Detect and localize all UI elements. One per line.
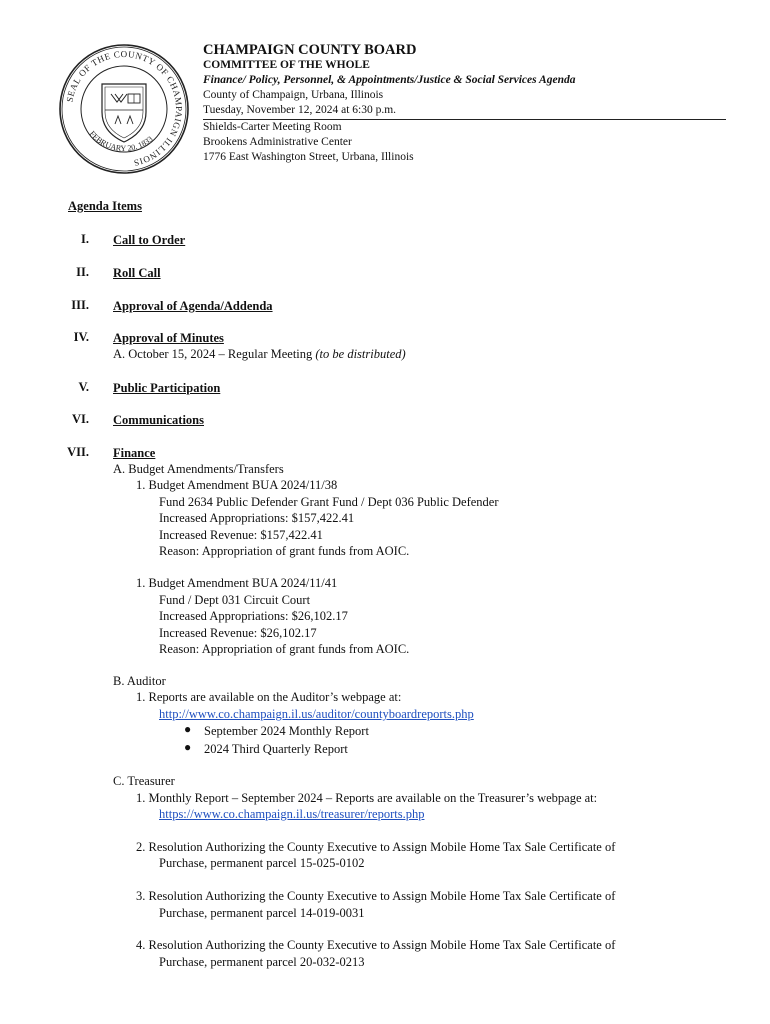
agenda-items-heading: Agenda Items [68, 199, 142, 213]
item-finance: Finance [113, 446, 156, 460]
item-communications: Communications [113, 413, 204, 427]
minutes-entry-note: (to be distributed) [315, 347, 406, 361]
item-number: V. [78, 380, 89, 394]
seal-graphic [57, 42, 191, 176]
item-number: III. [71, 298, 89, 312]
agenda-subtitle: Finance/ Policy, Personnel, & Appointments/Justice & Social Services Agenda [203, 74, 576, 86]
bua1-fund: Fund 2634 Public Defender Grant Fund / Dept 036 Public Defender [159, 495, 499, 509]
bullet-icon: ● [184, 740, 192, 754]
bua1-title: 1. Budget Amendment BUA 2024/11/38 [136, 478, 338, 492]
bua2-reason: Reason: Appropriation of grant funds from AOIC. [159, 642, 410, 656]
county-location: County of Champaign, Urbana, Illinois [203, 89, 384, 101]
treasurer-reports-link[interactable]: https://www.co.champaign.il.us/treasurer/reports.php [159, 807, 425, 821]
bullet-icon: ● [184, 722, 192, 736]
board-name: CHAMPAIGN COUNTY BOARD [203, 42, 417, 58]
treasurer-resolution-3: 3. Resolution Authorizing the County Executive to Assign Mobile Home Tax Sale Certificate of [136, 889, 616, 903]
bua2-revenue: Increased Revenue: $26,102.17 [159, 626, 317, 640]
meeting-building: Brookens Administrative Center [203, 136, 352, 148]
treasurer-resolution-4-parcel: Purchase, permanent parcel 20-032-0213 [159, 955, 365, 969]
minutes-entry-text: A. October 15, 2024 – Regular Meeting [113, 347, 316, 361]
treasurer-heading: C. Treasurer [113, 774, 175, 788]
item-number: VII. [67, 445, 89, 459]
county-seal [57, 42, 191, 176]
item-roll-call: Roll Call [113, 266, 161, 280]
meeting-room: Shields-Carter Meeting Room [203, 121, 342, 133]
bua1-appropriations: Increased Appropriations: $157,422.41 [159, 511, 355, 525]
treasurer-resolution-4: 4. Resolution Authorizing the County Executive to Assign Mobile Home Tax Sale Certificate of [136, 938, 616, 952]
bua2-appropriations: Increased Appropriations: $26,102.17 [159, 609, 348, 623]
auditor-report-item: 2024 Third Quarterly Report [204, 742, 348, 756]
seal-ring-text: SEAL OF THE COUNTY OF CHAMPAIGN ILLINOIS [64, 48, 185, 169]
auditor-link-row [159, 706, 474, 722]
meeting-datetime: Tuesday, November 12, 2024 at 6:30 p.m. [203, 104, 397, 116]
auditor-report-item: September 2024 Monthly Report [204, 724, 369, 738]
item-approval-minutes: Approval of Minutes [113, 331, 224, 345]
item-number: VI. [71, 412, 89, 426]
seal-date-text: FEBRUARY 20. 1833 [87, 129, 155, 153]
agenda-header [203, 42, 726, 165]
auditor-reports-link[interactable]: http://www.co.champaign.il.us/auditor/countyboardreports.php [159, 707, 474, 721]
item-call-to-order: Call to Order [113, 233, 186, 247]
item-number: I. [81, 232, 89, 246]
treasurer-link-row [159, 806, 424, 822]
meeting-address: 1776 East Washington Street, Urbana, Illinois [203, 151, 414, 163]
item-approval-agenda: Approval of Agenda/Addenda [113, 299, 273, 313]
bua2-fund: Fund / Dept 031 Circuit Court [159, 593, 311, 607]
treasurer-monthly-report: 1. Monthly Report – September 2024 – Reports are available on the Treasurer’s webpage at: [136, 791, 598, 805]
bua1-revenue: Increased Revenue: $157,422.41 [159, 528, 323, 542]
minutes-entry [113, 346, 406, 362]
treasurer-resolution-3-parcel: Purchase, permanent parcel 14-019-0031 [159, 906, 365, 920]
item-number: II. [76, 265, 89, 279]
treasurer-resolution-2: 2. Resolution Authorizing the County Executive to Assign Mobile Home Tax Sale Certificate of [136, 840, 616, 854]
treasurer-resolution-2-parcel: Purchase, permanent parcel 15-025-0102 [159, 856, 365, 870]
item-number: IV. [73, 330, 89, 344]
budget-amendments-heading: A. Budget Amendments/Transfers [113, 462, 284, 476]
bua2-title: 1. Budget Amendment BUA 2024/11/41 [136, 576, 338, 590]
auditor-heading: B. Auditor [113, 674, 166, 688]
committee-name: COMMITTEE OF THE WHOLE [203, 59, 370, 71]
auditor-reports-note: 1. Reports are available on the Auditor’s webpage at: [136, 690, 402, 704]
bua1-reason: Reason: Appropriation of grant funds from AOIC. [159, 544, 410, 558]
item-public-participation: Public Participation [113, 381, 221, 395]
